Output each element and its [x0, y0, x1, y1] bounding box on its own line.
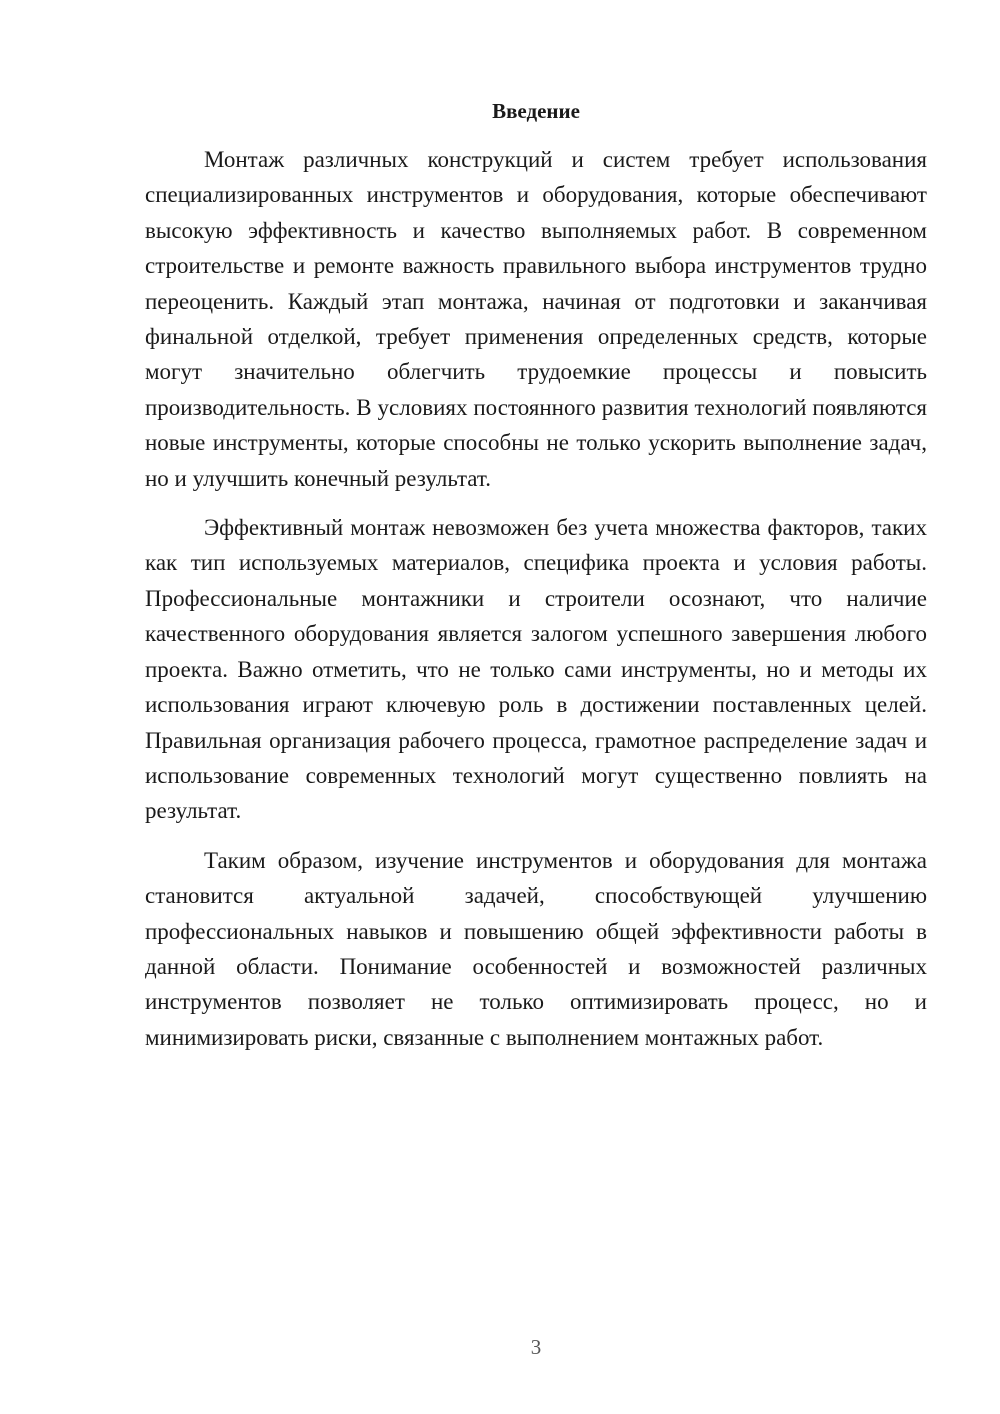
document-body: [145, 142, 927, 1069]
paragraph-3: Таким образом, изучение инструментов и оборудования для монтажа становится актуальной задачей, способствующей улучшению профессиональных навыков и повышению общей эффективности работы в данной области. Понимание особенностей и возможностей различных инструментов позволяет не только оптимизировать процесс, но и минимизировать риски, связанные с выполнением монтажных работ.: [145, 847, 927, 1050]
paragraph-1: Монтаж различных конструкций и систем требует использования специализированных инструментов и оборудования, которые обеспечивают высокую эффективность и качество выполняемых работ. В современном строительстве и ремонте важность правильного выбора инструментов трудно переоценить. Каждый этап монтажа, начиная от подготовки и заканчивая финальной отделкой, требует применения определенных средств, которые могут значительно облегчить трудоемкие процессы и повысить производительность. В условиях постоянного развития технологий появляются новые инструменты, которые способны не только ускорить выполнение задач, но и улучшить конечный результат.: [145, 147, 927, 491]
page-title: Введение: [492, 99, 580, 123]
paragraph-2: Эффективный монтаж невозможен без учета множества факторов, таких как тип используемых материалов, специфика проекта и условия работы. Профессиональные монтажники и строители осознают, что наличие качественного оборудования является залогом успешного завершения любого проекта. Важно отметить, что не только сами инструменты, но и методы их использования играют ключевую роль в достижении поставленных целей. Правильная организация рабочего процесса, грамотное распределение задач и использование современных технологий могут существенно повлиять на результат.: [145, 515, 927, 824]
page-number: 3: [530, 1335, 542, 1359]
